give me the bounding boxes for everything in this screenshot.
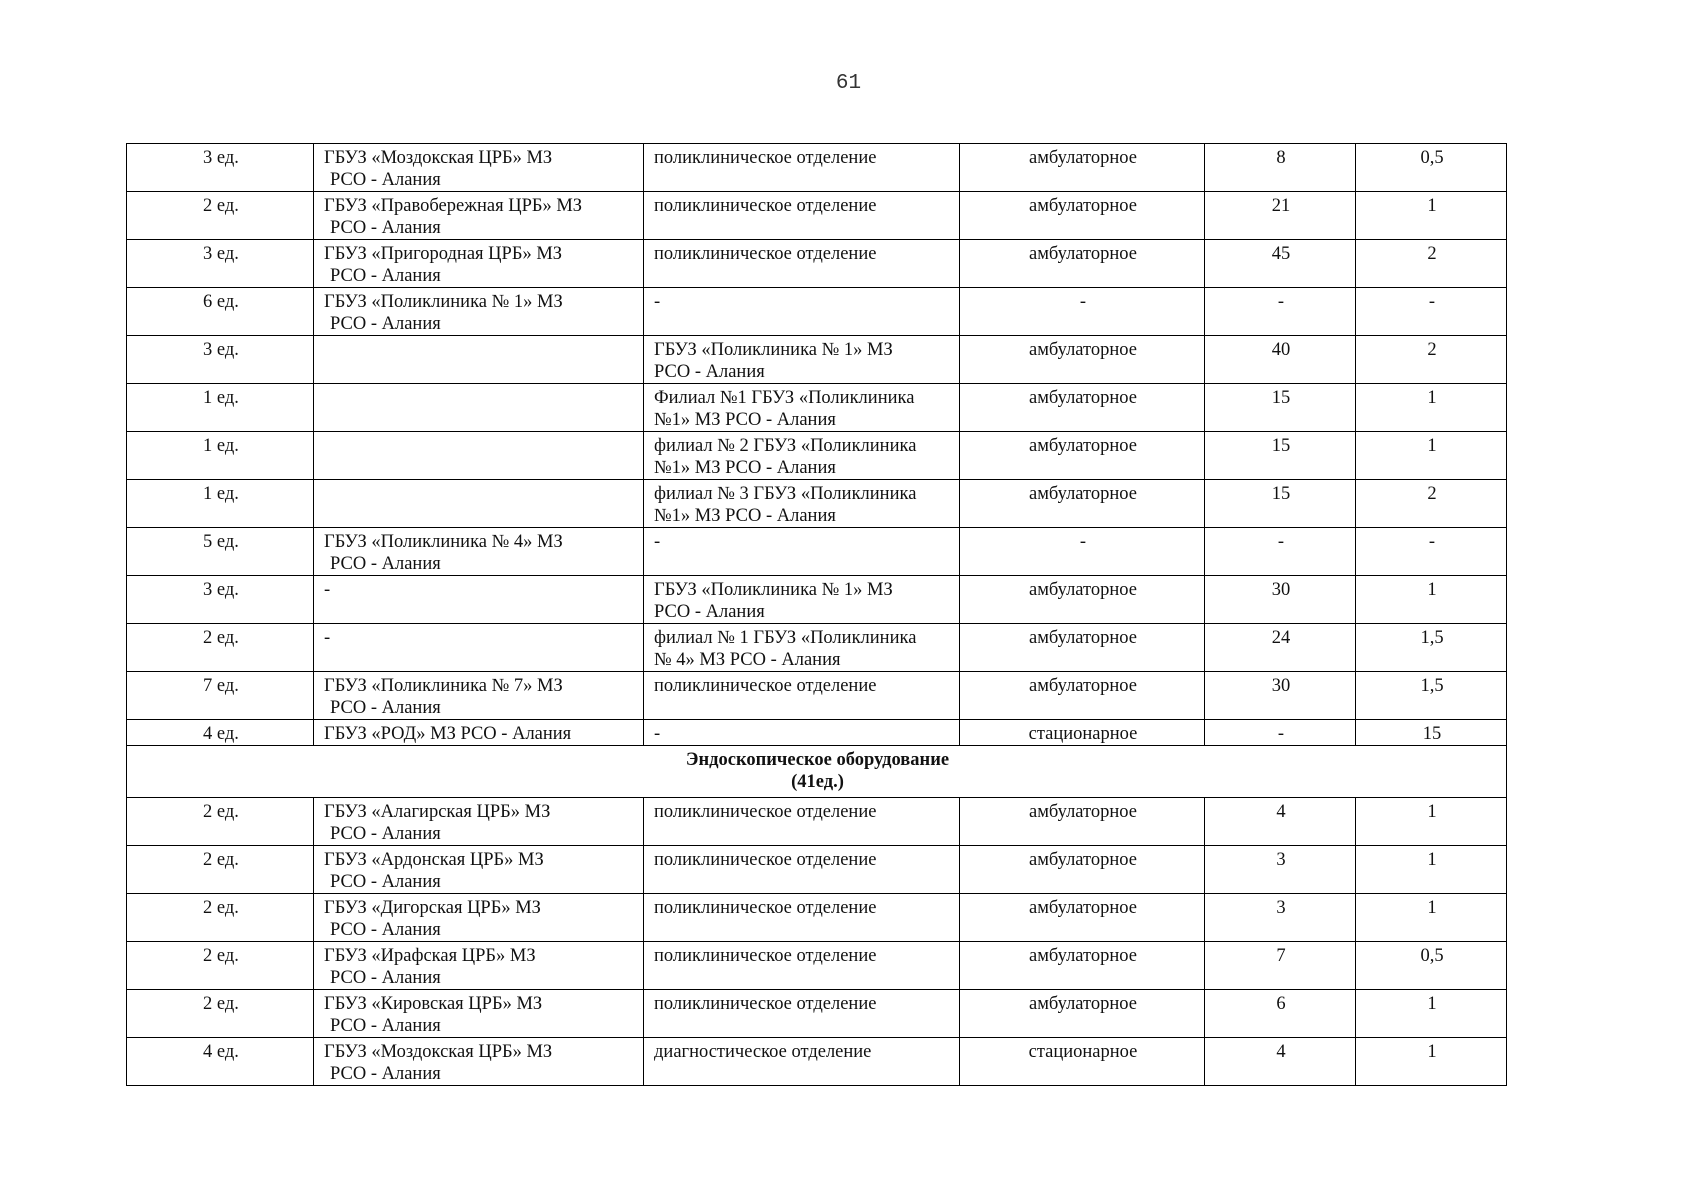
quantity-cell-text: 7 ед.: [203, 676, 239, 696]
count-cell-text: -: [1277, 724, 1285, 744]
care-type-cell: [960, 894, 1205, 942]
value-cell-text: 0,5: [1420, 148, 1444, 168]
care-type-cell: [960, 240, 1205, 288]
department-cell-text: -: [654, 532, 661, 552]
care-type-cell-text: амбулаторное: [1029, 946, 1137, 966]
value-cell: [1356, 672, 1507, 720]
care-type-cell-text: стационарное: [1028, 1042, 1138, 1062]
table-row: [127, 384, 1507, 432]
quantity-cell: [127, 576, 314, 624]
care-type-cell-text: -: [1079, 532, 1087, 552]
quantity-cell-text: 4 ед.: [203, 724, 239, 744]
quantity-cell: [127, 432, 314, 480]
quantity-cell: [127, 672, 314, 720]
count-cell: [1205, 1038, 1356, 1086]
value-cell-text: 15: [1422, 724, 1442, 744]
count-cell-text: -: [1277, 292, 1285, 312]
department-cell: [644, 288, 960, 336]
count-cell-text: 4: [1276, 1042, 1286, 1062]
department-cell-text: ГБУЗ «Поликлиника № 1» МЗ: [654, 340, 893, 360]
value-cell: [1356, 288, 1507, 336]
care-type-cell-text: амбулаторное: [1029, 676, 1137, 696]
organization-cell-text: ГБУЗ «Ирафская ЦРБ» МЗ: [324, 946, 536, 966]
care-type-cell-text: амбулаторное: [1029, 802, 1137, 822]
quantity-cell-text: 4 ед.: [203, 1042, 239, 1062]
care-type-cell: [960, 528, 1205, 576]
count-cell-text: 3: [1276, 850, 1286, 870]
table-row: [127, 336, 1507, 384]
department-cell: [644, 528, 960, 576]
department-cell: [644, 480, 960, 528]
organization-cell: [314, 1038, 644, 1086]
section-header: [127, 746, 1507, 798]
value-cell: [1356, 798, 1507, 846]
count-cell-text: 45: [1271, 244, 1291, 264]
count-cell: [1205, 990, 1356, 1038]
value-cell: [1356, 942, 1507, 990]
quantity-cell-text: 2 ед.: [203, 850, 239, 870]
department-cell: [644, 672, 960, 720]
value-cell-text: 2: [1427, 484, 1437, 504]
organization-cell: [314, 288, 644, 336]
department-cell: [644, 192, 960, 240]
quantity-cell-text: 2 ед.: [203, 196, 239, 216]
organization-cell-text: ГБУЗ «Поликлиника № 4» МЗ: [324, 532, 563, 552]
count-cell: [1205, 624, 1356, 672]
department-cell-text: поликлиническое отделение: [654, 196, 877, 216]
count-cell-text: 3: [1276, 898, 1286, 918]
department-cell: [644, 384, 960, 432]
organization-cell: [314, 672, 644, 720]
value-cell: [1356, 990, 1507, 1038]
care-type-cell: [960, 576, 1205, 624]
organization-cell-text: ГБУЗ «Пригородная ЦРБ» МЗ: [324, 244, 563, 264]
organization-cell-text: ГБУЗ «РОД» МЗ РСО - Алания: [324, 724, 572, 744]
count-cell: [1205, 720, 1356, 746]
care-type-cell: [960, 798, 1205, 846]
value-cell-text: 1,5: [1420, 676, 1444, 696]
count-cell: [1205, 576, 1356, 624]
quantity-cell: [127, 144, 314, 192]
value-cell-text: 1: [1427, 580, 1437, 600]
department-cell: [644, 624, 960, 672]
page-number: 61: [835, 72, 862, 95]
department-cell: [644, 432, 960, 480]
organization-cell: [314, 192, 644, 240]
count-cell: [1205, 846, 1356, 894]
value-cell-text: 1: [1427, 898, 1437, 918]
organization-cell-text: РСО - Алания: [330, 218, 441, 238]
department-cell-text: №1» МЗ РСО - Алания: [654, 506, 836, 526]
quantity-cell-text: 3 ед.: [203, 580, 239, 600]
organization-cell: [314, 720, 644, 746]
care-type-cell: [960, 672, 1205, 720]
value-cell: [1356, 192, 1507, 240]
count-cell-text: 30: [1271, 676, 1291, 696]
value-cell-text: -: [1428, 292, 1436, 312]
organization-cell-text: РСО - Алания: [330, 698, 441, 718]
department-cell: [644, 336, 960, 384]
department-cell: [644, 576, 960, 624]
organization-cell: [314, 990, 644, 1038]
value-cell-text: 1: [1427, 388, 1437, 408]
organization-cell-text: ГБУЗ «Моздокская ЦРБ» МЗ: [324, 148, 553, 168]
count-cell-text: 40: [1271, 340, 1291, 360]
care-type-cell-text: амбулаторное: [1029, 244, 1137, 264]
count-cell-text: 4: [1276, 802, 1286, 822]
quantity-cell: [127, 240, 314, 288]
value-cell: [1356, 432, 1507, 480]
care-type-cell-text: амбулаторное: [1029, 580, 1137, 600]
organization-cell: [314, 432, 644, 480]
count-cell: [1205, 894, 1356, 942]
department-cell-text: -: [654, 724, 661, 744]
care-type-cell-text: амбулаторное: [1029, 148, 1137, 168]
care-type-cell-text: -: [1079, 292, 1087, 312]
count-cell: [1205, 942, 1356, 990]
count-cell: [1205, 528, 1356, 576]
section-count: (41ед.): [791, 772, 844, 792]
value-cell: [1356, 720, 1507, 746]
table-row: [127, 894, 1507, 942]
value-cell: [1356, 144, 1507, 192]
value-cell: [1356, 384, 1507, 432]
value-cell-text: 1: [1427, 850, 1437, 870]
table-row: [127, 624, 1507, 672]
quantity-cell-text: 5 ед.: [203, 532, 239, 552]
quantity-cell: [127, 798, 314, 846]
organization-cell-text: ГБУЗ «Ардонская ЦРБ» МЗ: [324, 850, 544, 870]
count-cell-text: 7: [1276, 946, 1286, 966]
care-type-cell-text: амбулаторное: [1029, 388, 1137, 408]
organization-cell-text: ГБУЗ «Поликлиника № 1» МЗ: [324, 292, 563, 312]
equipment-table: [126, 143, 1507, 1086]
department-cell-text: РСО - Алания: [654, 362, 765, 382]
organization-cell-text: РСО - Алания: [330, 170, 441, 190]
count-cell: [1205, 240, 1356, 288]
table-row: [127, 576, 1507, 624]
value-cell: [1356, 894, 1507, 942]
count-cell: [1205, 144, 1356, 192]
organization-cell-text: РСО - Алания: [330, 1064, 441, 1084]
count-cell-text: 30: [1271, 580, 1291, 600]
count-cell-text: 21: [1271, 196, 1291, 216]
table-row: [127, 480, 1507, 528]
organization-cell-text: РСО - Алания: [330, 314, 441, 334]
quantity-cell-text: 1 ед.: [203, 436, 239, 456]
care-type-cell-text: амбулаторное: [1029, 850, 1137, 870]
table-row: [127, 240, 1507, 288]
quantity-cell: [127, 942, 314, 990]
organization-cell: [314, 624, 644, 672]
value-cell-text: 2: [1427, 340, 1437, 360]
organization-cell: [314, 798, 644, 846]
care-type-cell: [960, 846, 1205, 894]
organization-cell: [314, 336, 644, 384]
table-row: [127, 672, 1507, 720]
department-cell-text: поликлиническое отделение: [654, 244, 877, 264]
quantity-cell: [127, 990, 314, 1038]
organization-cell-text: РСО - Алания: [330, 968, 441, 988]
care-type-cell: [960, 942, 1205, 990]
count-cell-text: 24: [1271, 628, 1291, 648]
care-type-cell-text: амбулаторное: [1029, 436, 1137, 456]
value-cell: [1356, 240, 1507, 288]
section-header-row: [127, 746, 1507, 798]
count-cell-text: 15: [1271, 436, 1291, 456]
count-cell: [1205, 672, 1356, 720]
table-row: [127, 192, 1507, 240]
care-type-cell-text: стационарное: [1028, 724, 1138, 744]
department-cell: [644, 846, 960, 894]
organization-cell: [314, 942, 644, 990]
department-cell-text: поликлиническое отделение: [654, 676, 877, 696]
department-cell-text: поликлиническое отделение: [654, 850, 877, 870]
organization-cell: [314, 894, 644, 942]
table-row: [127, 720, 1507, 746]
quantity-cell: [127, 480, 314, 528]
organization-cell-text: ГБУЗ «Моздокская ЦРБ» МЗ: [324, 1042, 553, 1062]
quantity-cell-text: 2 ед.: [203, 802, 239, 822]
table-row: [127, 528, 1507, 576]
quantity-cell: [127, 894, 314, 942]
count-cell-text: 6: [1276, 994, 1286, 1014]
care-type-cell-text: амбулаторное: [1029, 484, 1137, 504]
department-cell-text: диагностическое отделение: [654, 1042, 872, 1062]
organization-cell-text: ГБУЗ «Дигорская ЦРБ» МЗ: [324, 898, 541, 918]
department-cell-text: филиал № 1 ГБУЗ «Поликлиника: [654, 628, 917, 648]
organization-cell-text: -: [324, 628, 331, 648]
care-type-cell-text: амбулаторное: [1029, 898, 1137, 918]
organization-cell: [314, 846, 644, 894]
organization-cell-text: РСО - Алания: [330, 1016, 441, 1036]
organization-cell: [314, 240, 644, 288]
value-cell-text: 0,5: [1420, 946, 1444, 966]
quantity-cell-text: 3 ед.: [203, 244, 239, 264]
quantity-cell-text: 2 ед.: [203, 994, 239, 1014]
quantity-cell-text: 1 ед.: [203, 484, 239, 504]
table-row: [127, 942, 1507, 990]
department-cell-text: Филиал №1 ГБУЗ «Поликлиника: [654, 388, 915, 408]
value-cell-text: 1: [1427, 994, 1437, 1014]
department-cell: [644, 144, 960, 192]
quantity-cell-text: 3 ед.: [203, 340, 239, 360]
quantity-cell-text: 2 ед.: [203, 898, 239, 918]
care-type-cell: [960, 1038, 1205, 1086]
department-cell: [644, 894, 960, 942]
quantity-cell: [127, 384, 314, 432]
department-cell: [644, 240, 960, 288]
care-type-cell-text: амбулаторное: [1029, 628, 1137, 648]
value-cell-text: -: [1428, 532, 1436, 552]
department-cell-text: РСО - Алания: [654, 602, 765, 622]
organization-cell-text: ГБУЗ «Алагирская ЦРБ» МЗ: [324, 802, 551, 822]
department-cell: [644, 942, 960, 990]
department-cell-text: -: [654, 292, 661, 312]
organization-cell: [314, 528, 644, 576]
organization-cell-text: -: [324, 580, 331, 600]
department-cell-text: поликлиническое отделение: [654, 898, 877, 918]
value-cell-text: 1: [1427, 1042, 1437, 1062]
quantity-cell: [127, 192, 314, 240]
organization-cell-text: ГБУЗ «Поликлиника № 7» МЗ: [324, 676, 563, 696]
value-cell-text: 1: [1427, 436, 1437, 456]
value-cell: [1356, 480, 1507, 528]
count-cell: [1205, 384, 1356, 432]
table-row: [127, 288, 1507, 336]
quantity-cell: [127, 720, 314, 746]
care-type-cell: [960, 432, 1205, 480]
value-cell: [1356, 1038, 1507, 1086]
organization-cell-text: РСО - Алания: [330, 920, 441, 940]
organization-cell-text: РСО - Алания: [330, 266, 441, 286]
organization-cell: [314, 576, 644, 624]
care-type-cell: [960, 336, 1205, 384]
department-cell-text: поликлиническое отделение: [654, 148, 877, 168]
department-cell: [644, 720, 960, 746]
care-type-cell: [960, 144, 1205, 192]
care-type-cell-text: амбулаторное: [1029, 340, 1137, 360]
organization-cell: [314, 384, 644, 432]
department-cell-text: филиал № 2 ГБУЗ «Поликлиника: [654, 436, 917, 456]
department-cell-text: поликлиническое отделение: [654, 994, 877, 1014]
table-row: [127, 846, 1507, 894]
organization-cell: [314, 480, 644, 528]
value-cell: [1356, 576, 1507, 624]
quantity-cell: [127, 846, 314, 894]
quantity-cell: [127, 288, 314, 336]
quantity-cell-text: 2 ед.: [203, 946, 239, 966]
organization-cell-text: ГБУЗ «Правобережная ЦРБ» МЗ: [324, 196, 583, 216]
department-cell-text: № 4» МЗ РСО - Алания: [654, 650, 841, 670]
quantity-cell: [127, 1038, 314, 1086]
organization-cell-text: РСО - Алания: [330, 824, 441, 844]
care-type-cell: [960, 624, 1205, 672]
table-row: [127, 798, 1507, 846]
count-cell-text: -: [1277, 532, 1285, 552]
count-cell-text: 15: [1271, 484, 1291, 504]
department-cell: [644, 1038, 960, 1086]
count-cell: [1205, 798, 1356, 846]
quantity-cell-text: 1 ед.: [203, 388, 239, 408]
table-row: [127, 1038, 1507, 1086]
quantity-cell-text: 6 ед.: [203, 292, 239, 312]
section-title: Эндоскопическое оборудование: [685, 750, 950, 770]
quantity-cell-text: 2 ед.: [203, 628, 239, 648]
count-cell: [1205, 432, 1356, 480]
department-cell-text: №1» МЗ РСО - Алания: [654, 410, 836, 430]
quantity-cell: [127, 528, 314, 576]
value-cell-text: 1,5: [1420, 628, 1444, 648]
care-type-cell-text: амбулаторное: [1029, 196, 1137, 216]
count-cell: [1205, 288, 1356, 336]
department-cell-text: филиал № 3 ГБУЗ «Поликлиника: [654, 484, 917, 504]
quantity-cell: [127, 336, 314, 384]
count-cell-text: 15: [1271, 388, 1291, 408]
department-cell: [644, 798, 960, 846]
count-cell-text: 8: [1276, 148, 1286, 168]
department-cell: [644, 990, 960, 1038]
value-cell: [1356, 528, 1507, 576]
department-cell-text: поликлиническое отделение: [654, 946, 877, 966]
organization-cell-text: РСО - Алания: [330, 872, 441, 892]
count-cell: [1205, 480, 1356, 528]
care-type-cell: [960, 192, 1205, 240]
count-cell: [1205, 192, 1356, 240]
care-type-cell: [960, 720, 1205, 746]
department-cell-text: поликлиническое отделение: [654, 802, 877, 822]
quantity-cell-text: 3 ед.: [203, 148, 239, 168]
value-cell: [1356, 336, 1507, 384]
quantity-cell: [127, 624, 314, 672]
care-type-cell-text: амбулаторное: [1029, 994, 1137, 1014]
value-cell-text: 1: [1427, 196, 1437, 216]
table-row: [127, 432, 1507, 480]
department-cell-text: №1» МЗ РСО - Алания: [654, 458, 836, 478]
care-type-cell: [960, 288, 1205, 336]
care-type-cell: [960, 480, 1205, 528]
department-cell-text: ГБУЗ «Поликлиника № 1» МЗ: [654, 580, 893, 600]
value-cell: [1356, 624, 1507, 672]
table-row: [127, 990, 1507, 1038]
care-type-cell: [960, 990, 1205, 1038]
care-type-cell: [960, 384, 1205, 432]
count-cell: [1205, 336, 1356, 384]
organization-cell-text: ГБУЗ «Кировская ЦРБ» МЗ: [324, 994, 543, 1014]
value-cell-text: 1: [1427, 802, 1437, 822]
value-cell-text: 2: [1427, 244, 1437, 264]
organization-cell-text: РСО - Алания: [330, 554, 441, 574]
table-row: [127, 144, 1507, 192]
organization-cell: [314, 144, 644, 192]
value-cell: [1356, 846, 1507, 894]
table-body: [127, 144, 1507, 1086]
